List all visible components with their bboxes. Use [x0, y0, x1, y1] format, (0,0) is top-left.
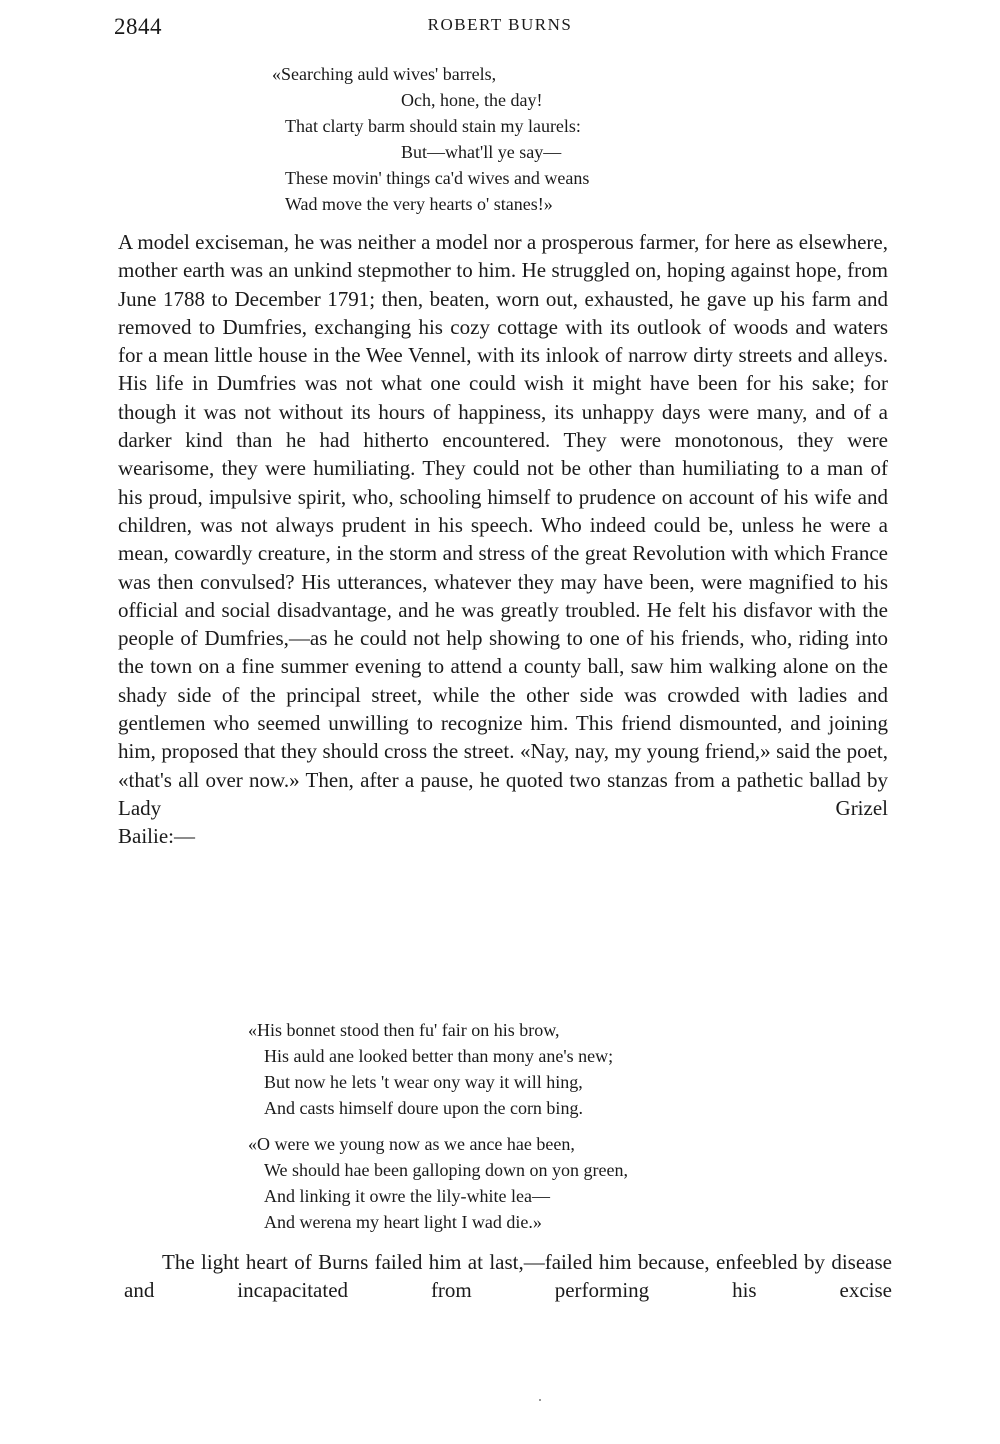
verse-line: And werena my heart light I wad die.» [264, 1212, 542, 1232]
verse-stanza-bonnet [248, 1017, 613, 1121]
verse-line: That clarty barm should stain my laurels: [285, 116, 581, 136]
verse-stanza-young [248, 1131, 628, 1235]
verse-line: Och, hone, the day! [401, 90, 543, 110]
verse-line: These movin' things ca'd wives and weans [285, 168, 590, 188]
paragraph-last-line: Bailie:— [118, 824, 195, 849]
body-paragraph-dumfries [118, 228, 888, 851]
verse-line: And linking it owre the lily-white lea— [264, 1186, 550, 1206]
verse-line: Wad move the very hearts o' stanes!» [285, 194, 553, 214]
verse-line: «His bonnet stood then fu' fair on his brow, [248, 1020, 560, 1040]
page-speck [539, 1399, 541, 1401]
verse-line: But now he lets 't wear ony way it will hing, [264, 1072, 583, 1092]
page-number: 2844 [114, 14, 162, 39]
body-paragraph-light-heart: The light heart of Burns failed him at last,—failed him because, enfeebled by disease and incapacitated from performing his excise [124, 1250, 892, 1303]
verse-line: «O were we young now as we ance hae been, [248, 1134, 575, 1154]
verse-stanza-barrels [272, 61, 589, 217]
verse-line: His auld ane looked better than mony ane's new; [264, 1046, 614, 1066]
verse-line: We should hae been galloping down on yon green, [264, 1160, 628, 1180]
running-title: ROBERT BURNS [427, 15, 573, 34]
verse-line: «Searching auld wives' barrels, [272, 64, 497, 84]
paragraph-text: A model exciseman, he was neither a model nor a prosperous farmer, for here as elsewhere, mother earth was an unkind stepmother to him. He struggled on, hoping against hope, from June 1788 to December 1791; then, beaten, worn out, exhausted, he gave up his farm and removed to Dumfries, exchanging his cozy cottage with its outlook of woods and waters for a mean little house in the Wee Vennel, with its inlook of narrow dirty streets and alleys. His life in Dumfries was not what one could wish it might have been for his sake; for though it was not without its hours of happiness, its unhappy days were many, and of a darker kind than he had hitherto encountered. They were monotonous, they were wearisome, they were humiliating. They could not be other than humiliating to a man of his proud, impulsive spirit, who, schooling himself to prudence on account of his wife and children, was not always prudent in his speech. Who indeed could be, unless he were a mean, cowardly creature, in the storm and stress of the great Revolution with which France was then convulsed? His utterances, whatever they may have been, were magnified to his official and social disadvantage, and he was greatly troubled. He felt his disfavor with the people of Dumfries,—as he could not help showing to one of his friends, who, riding into the town on a fine summer evening to attend a county ball, saw him walking alone on the shady side of the principal street, while the other side was crowded with ladies and gentlemen who seemed unwilling to recognize him. This friend dismounted, and joining him, proposed that they should cross the street. «Nay, nay, my young friend,» said the poet, «that's all over now.» Then, after a pause, he quoted two stanzas from a pathetic ballad by Lady Grizel [118, 230, 888, 820]
verse-line: But—what'll ye say— [401, 142, 562, 162]
verse-line: And casts himself doure upon the corn bing. [264, 1098, 583, 1118]
